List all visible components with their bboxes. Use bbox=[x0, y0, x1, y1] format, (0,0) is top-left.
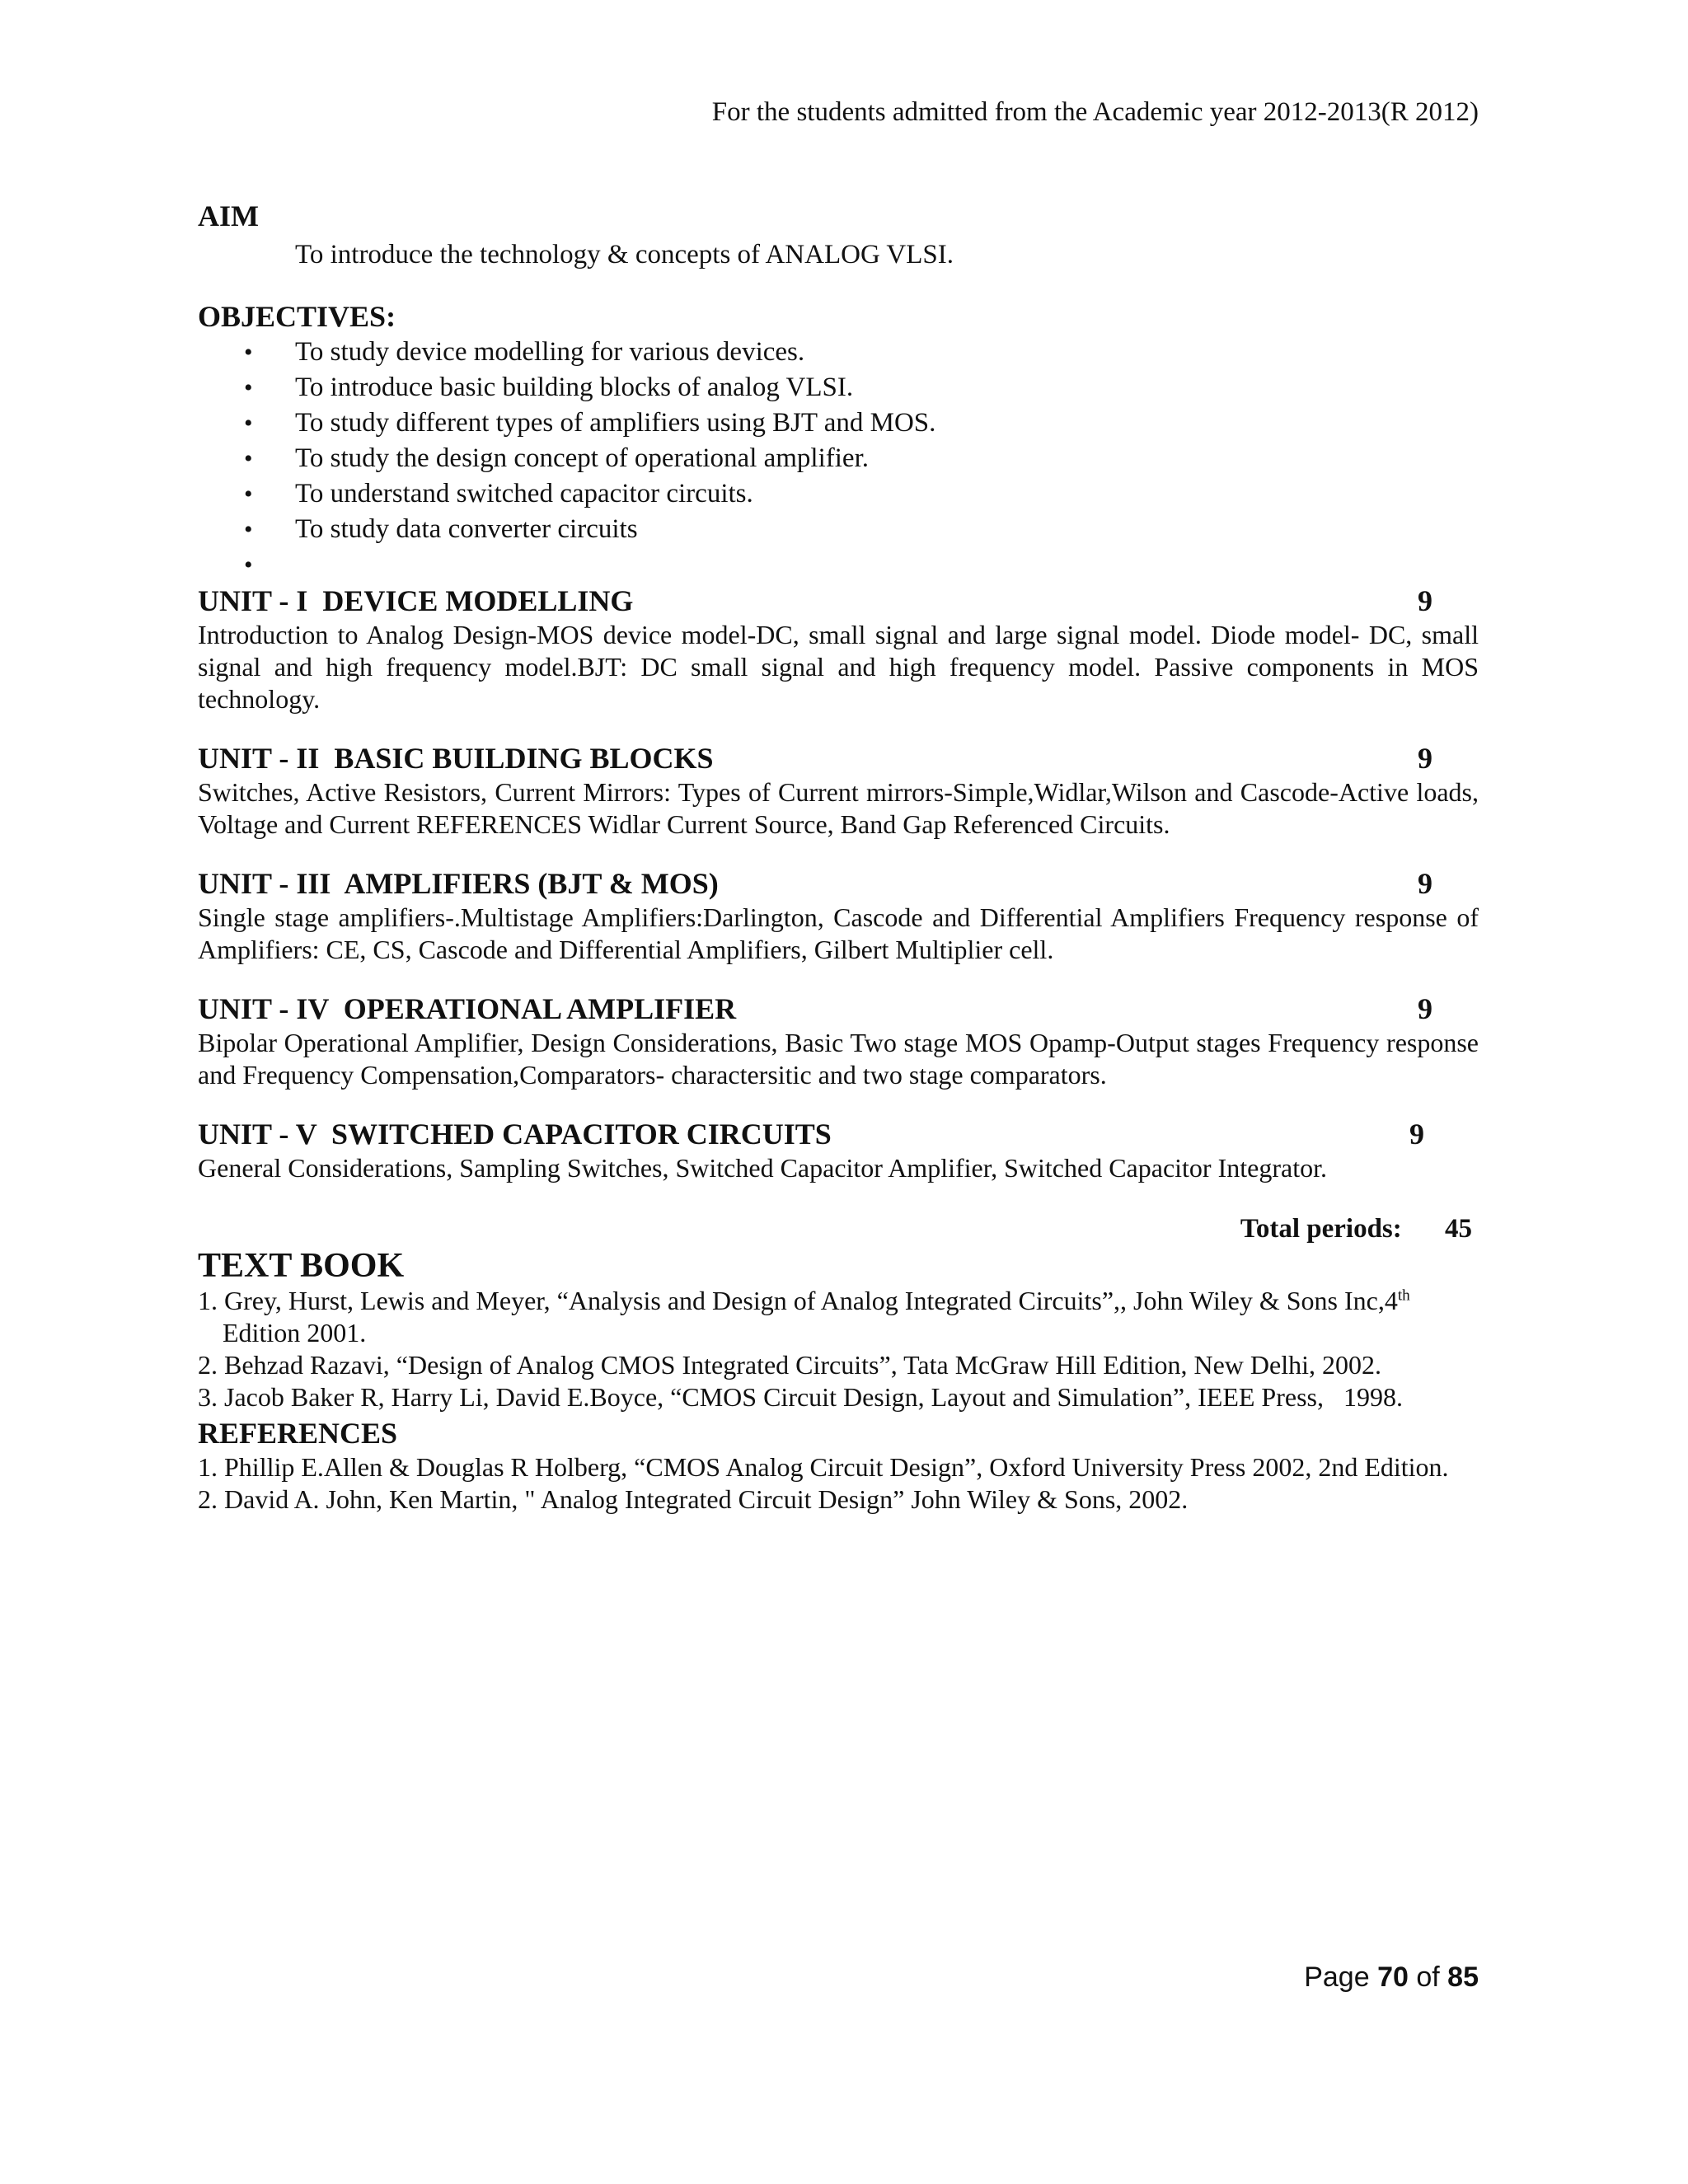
objective-text: To introduce basic building blocks of analog VLSI. bbox=[295, 373, 854, 402]
total-periods bbox=[198, 1212, 1479, 1245]
page-footer bbox=[1304, 1961, 1479, 1994]
unit-1-heading bbox=[198, 583, 1479, 619]
textbook-heading: TEXT BOOK bbox=[198, 1247, 405, 1285]
textbook-text: 3. Jacob Baker R, Harry Li, David E.Boyce, “CMOS Circuit Design, Layout and Simulation”, IEEE Press, 1998. bbox=[198, 1382, 1403, 1412]
textbook-text: 2. Behzad Razavi, “Design of Analog CMOS Integrated Circuits”, Tata McGraw Hill Edition, New Delhi, 2002. bbox=[198, 1350, 1381, 1380]
unit-hours: 9 bbox=[1418, 992, 1432, 1025]
total-periods-value: 45 bbox=[1445, 1214, 1472, 1244]
unit-hours: 9 bbox=[1418, 742, 1432, 775]
unit-2-heading bbox=[198, 740, 1479, 776]
page-number: 70 bbox=[1377, 1961, 1409, 1993]
textbook-section bbox=[198, 1247, 1479, 1413]
superscript: th bbox=[1397, 1286, 1410, 1305]
references-heading: REFERENCES bbox=[198, 1417, 398, 1450]
objective-text: To study device modelling for various devices. bbox=[295, 337, 805, 367]
unit-title: UNIT - I DEVICE MODELLING bbox=[198, 584, 634, 617]
aim-text: To introduce the technology & concepts of ANALOG VLSI. bbox=[295, 240, 954, 269]
textbook-list bbox=[198, 1285, 1479, 1413]
bullet-icon: • bbox=[244, 410, 253, 437]
bullet-icon: • bbox=[244, 551, 253, 579]
objective-text: To study the design concept of operational amplifier. bbox=[295, 443, 869, 473]
reference-item: 1. Phillip E.Allen & Douglas R Holberg, “CMOS Analog Circuit Design”, Oxford University Press 2002, 2nd Edition. bbox=[198, 1452, 1449, 1482]
textbook-item bbox=[198, 1285, 1479, 1349]
total-periods-label: Total periods: bbox=[1240, 1214, 1402, 1244]
objectives-section bbox=[198, 298, 1479, 583]
unit-title: UNIT - IV OPERATIONAL AMPLIFIER bbox=[198, 992, 737, 1025]
objective-item bbox=[198, 405, 1479, 441]
unit-description: Switches, Active Resistors, Current Mirrors: Types of Current mirrors-Simple,Widlar,Wilson and Cascode-Active loads, Voltage and Current REFERENCES Widlar Current Source, Band Gap Referenced Circuits. bbox=[198, 777, 1479, 839]
objective-item bbox=[198, 476, 1479, 512]
objectives-heading: OBJECTIVES: bbox=[198, 300, 396, 333]
bullet-icon: • bbox=[244, 445, 253, 472]
references-section bbox=[198, 1415, 1479, 1516]
objective-text: To understand switched capacitor circuits. bbox=[295, 479, 753, 509]
objective-text: To study different types of amplifiers using BJT and MOS. bbox=[295, 408, 936, 438]
textbook-item bbox=[198, 1381, 1479, 1413]
unit-5-heading bbox=[198, 1116, 1479, 1152]
references-list bbox=[198, 1451, 1479, 1516]
objectives-list bbox=[198, 335, 1479, 583]
unit-description: Single stage amplifiers-.Multistage Amplifiers:Darlington, Cascode and Differential Amplifiers Frequency response of Amplifiers: CE, CS, Cascode and Differential Amplifiers, Gilbert Multiplier cell. bbox=[198, 902, 1479, 964]
page-word: Page bbox=[1304, 1961, 1370, 1993]
reference-item: 2. David A. John, Ken Martin, " Analog Integrated Circuit Design” John Wiley & Sons, 2002. bbox=[198, 1484, 1189, 1514]
of-word: of bbox=[1416, 1961, 1440, 1993]
unit-4-heading bbox=[198, 991, 1479, 1027]
objective-item-empty bbox=[198, 547, 1479, 583]
total-pages: 85 bbox=[1447, 1961, 1479, 1993]
unit-1-section bbox=[198, 583, 1479, 715]
unit-2-section bbox=[198, 740, 1479, 841]
aim-heading: AIM bbox=[198, 199, 259, 232]
syllabus-content bbox=[198, 198, 1479, 1516]
objective-item bbox=[198, 370, 1479, 405]
unit-3-section bbox=[198, 865, 1479, 966]
page-header: For the students admitted from the Academic year 2012-2013(R 2012) bbox=[711, 97, 1479, 127]
aim-section bbox=[198, 198, 1479, 272]
objective-item bbox=[198, 441, 1479, 476]
unit-title: UNIT - III AMPLIFIERS (BJT & MOS) bbox=[198, 867, 719, 900]
unit-description: Bipolar Operational Amplifier, Design Considerations, Basic Two stage MOS Opamp-Output stages Frequency response and Frequency Compensation,Comparators- charactersitic and two stage comparators. bbox=[198, 1028, 1479, 1090]
unit-3-heading bbox=[198, 865, 1479, 902]
unit-hours: 9 bbox=[1409, 1118, 1424, 1151]
textbook-item bbox=[198, 1349, 1479, 1381]
unit-hours: 9 bbox=[1418, 584, 1432, 617]
unit-title: UNIT - II BASIC BUILDING BLOCKS bbox=[198, 742, 714, 775]
objective-item bbox=[198, 512, 1479, 547]
unit-hours: 9 bbox=[1418, 867, 1432, 900]
unit-5-section bbox=[198, 1116, 1479, 1184]
unit-title: UNIT - V SWITCHED CAPACITOR CIRCUITS bbox=[198, 1118, 832, 1151]
textbook-text: 1. Grey, Hurst, Lewis and Meyer, “Analysis and Design of Analog Integrated Circuits”,, John Wiley & Sons Inc,4 bbox=[198, 1286, 1398, 1315]
unit-description: General Considerations, Sampling Switches, Switched Capacitor Amplifier, Switched Capacitor Integrator. bbox=[198, 1153, 1327, 1183]
bullet-icon: • bbox=[244, 339, 253, 366]
objective-item bbox=[198, 335, 1479, 370]
bullet-icon: • bbox=[244, 480, 253, 508]
unit-4-section bbox=[198, 991, 1479, 1091]
bullet-icon: • bbox=[244, 374, 253, 401]
objective-text: To study data converter circuits bbox=[295, 514, 638, 544]
unit-description: Introduction to Analog Design-MOS device model-DC, small signal and large signal model. Diode model- DC, small signal and high frequency model.BJT: DC small signal and high frequency model. Passive components in MOS technology. bbox=[198, 620, 1479, 714]
textbook-text: Edition 2001. bbox=[223, 1318, 367, 1347]
bullet-icon: • bbox=[244, 516, 253, 543]
